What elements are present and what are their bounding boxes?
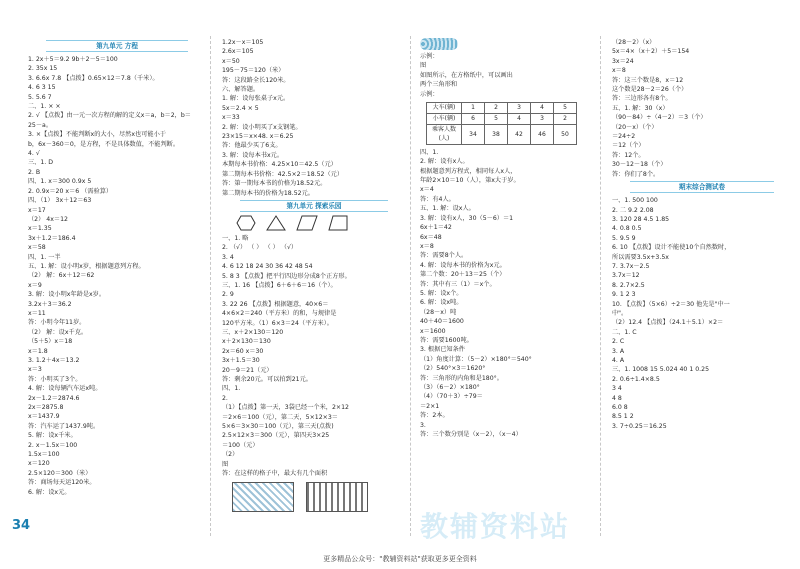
answer-line: b，6x－360＝0，是方程，不是具体数值，不能判断。 [28,140,180,148]
answer-line: 二、1. C [612,328,637,336]
answer-line: 答：在这样的格子中，最大有几个面积 [222,470,328,478]
answer-line: （4）（70＋3）÷79＝ [420,393,483,401]
answer-line: 3. 解：设小明x年龄是x岁。 [28,291,106,299]
answer-line: 3.7x＝12 [612,272,640,280]
answer-lines [612,38,792,179]
answer-line: 7. 3.7x－2.5 [612,262,650,270]
answer-line: 5x＝4×（x＋2）＋5＝154 [612,48,690,56]
answer-line: 2. 解：设小明买了x支钢笔。 [222,123,302,131]
column-divider [210,36,211,536]
answer-line: 1. 2x＋5＝9.2 9b＋2－5＝100 [28,56,118,63]
answer-line: 2. 0.6÷1.4×8.5 [612,375,660,383]
hatched-grid-figure [306,482,368,512]
table-cell: 大车(辆) [427,103,462,114]
answer-line: 年龄2×10＝10（人），第x大于岁。 [420,177,520,185]
answer-line: 2. [222,394,228,402]
answer-line: 3.2x＋3＝36.2 [28,300,72,308]
answer-line: 三、1. 16 【点拨】6＋6＋6＝16（个）。 [222,281,337,289]
answer-line: 3. 1.2＋4x＝13.2 [28,357,80,364]
answer-line: 图 [420,62,427,70]
answer-line: 答：三个数分别是（x－2），（x－4） [420,431,522,439]
answer-line: 5x＝2.4 × 5 [222,104,259,112]
answer-line: 3. 解：设每本书x元。 [222,151,284,159]
answer-line: 3x＋1.5＝30 [222,357,260,365]
table-cell: 4 [508,114,531,125]
answer-column-3 [420,38,596,439]
answer-line: 2.5×12×3＝300（元），第四天3×25 [222,432,330,440]
answer-line: （2）12.4 【点拨】（24.1＋5.1）×2＝ [612,319,724,327]
answer-line: x＝1.8 [28,347,48,355]
answer-lines [222,234,406,479]
answer-line: 三、1. D [28,159,54,167]
column-divider [410,36,411,536]
section-title: 期末综合测试卷 [630,181,774,193]
table-row [427,125,577,145]
parallelogram-shape [296,215,318,231]
answer-line: 5. 8 3 【点拨】把平行四边形分成8个正方形。 [222,272,351,280]
table-cell: 42 [508,125,531,145]
answer-line: 答：这三个数是8，x＝12 [612,76,684,84]
data-table [426,102,577,145]
answer-line: 4. 0.8 0.5 [612,225,642,233]
answer-line: 8. 2.7×2.5 [612,281,645,289]
answer-line: 2. B [28,168,41,176]
answer-line: 1.2x－x＝105 [222,39,264,46]
answer-line: （1）角度计算：（5－2）×180°＝540° [420,355,532,363]
table-cell: 34 [462,125,485,145]
answer-line: 23×15＝x×48. x＝6.25 [222,133,294,141]
answer-line: 3. ×【点拨】不能判断x的大小，尽然x也可能小于 [28,131,166,139]
table-cell: 1 [462,103,485,114]
answer-line: 120平方米。（1）6×3＝24（平方米）。 [222,319,333,327]
answer-line: 答：第一期每本书的价格为18.52元。 [222,180,327,188]
answer-line: 答：剩余20元。可以拍到21元。 [222,376,312,383]
answer-line: （28－2）（x） [612,39,656,46]
answer-line: 六、解答题。 [222,86,260,94]
page-number: 34 [12,518,31,533]
answer-line: 4 8 [612,394,622,402]
answer-line: 2.5×120＝300（米） [28,469,92,477]
answer-line: 3x＋1.2＝186.4 [28,234,76,242]
answer-line: 五、1. 解：设x人。 [420,205,475,213]
answer-line: 3. 120 28 4.5 1.85 [612,215,670,223]
answer-line: 答：他最少买了6支。 [222,142,282,150]
answer-line: 2. √ 【点拨】由一元一次方程的解的定义x＝a，b＝2，b＝ [28,112,191,120]
watermark: 教辅资料站 [420,510,571,543]
answer-line: 2. 二 9.2 2.08 [612,206,654,214]
answer-line: 3. 22 26 【点拨】根据题意，40×6＝ [222,300,329,308]
answer-line: 2. 解：设有x人。 [420,158,469,166]
answer-line: 2. （√） （ ） （ ） （√） [222,244,298,252]
answer-line: x＝33 [222,114,240,122]
answer-line: 3. A [612,347,625,355]
answer-line: 2. 0.9x＝20 x＝6 （需验算） [28,187,113,195]
answer-line: 5. 5.6 7 [28,93,52,101]
answer-line: 6. 解：设x元。 [28,488,71,496]
answer-line: 答：商场每天运120米。 [28,479,96,487]
answer-line: 三、1. 1008 15 5.024 40 1 0.25 [612,366,709,374]
answer-line: （5＋5）x＝18 [28,338,73,346]
table-cell: 小车(辆) [427,114,462,125]
answer-line: x＝11 [28,309,46,317]
answer-line: 5. 解：设x个。 [420,289,463,297]
answer-line: 四、1. x＝300 0.9x 5 [28,178,92,186]
answer-line: （20－x）（个） [612,123,658,131]
answer-line: 答：小明买了3个。 [28,375,82,383]
answer-line: 3x＝24 [612,57,634,65]
answer-line: 9. 1 2 3 [612,291,636,299]
answer-line: 答：三角形的内角和是180°。 [420,374,503,382]
answer-line: 答：小明今年11岁。 [28,319,86,327]
answer-line: 四、1. [420,148,439,156]
shape-row [236,215,406,231]
answer-line: 所以需要3.5x+3.5x [612,253,669,261]
answer-line: （2） [222,451,239,459]
table-cell: 4 [531,103,554,114]
answer-line: 4. A [612,357,625,364]
table-cell: 5 [554,103,577,114]
answer-line: 答：需要8个人。 [420,252,468,260]
answer-line: 中"。 [612,309,628,317]
hexagon-shape [236,215,256,231]
answer-line: 2. 9 [222,291,234,299]
answer-line: 2.6x＝105 [222,48,254,56]
answer-line: 6. 10 【点拨】设计不能使10个自然数时， [612,244,731,252]
hexagon-pattern [420,38,596,50]
answer-line: x＝58 [28,244,46,252]
answer-line: 25－a。 [28,121,53,129]
trapezoid-shape [328,215,348,231]
answer-line: ＝12（个） [612,142,645,150]
table-cell: 2 [485,103,508,114]
answer-line: x＝4 [420,186,434,194]
section-title: 第九单元 探索乐园 [240,200,387,212]
table-row [427,103,577,114]
answer-line: 四、（1） 3x＋12＝63 [28,197,92,205]
answer-line: 3. 解：设有x人，30（5－6）＝1 [420,214,514,222]
answer-line: 五、1. 解：设小明x岁，根据题意列方程。 [28,262,145,270]
answer-line: 根据题意列方程式，相同每人x人， [420,167,517,175]
table-cell: 50 [554,125,577,145]
answer-line: x＝17 [28,206,46,214]
table-cell: 3 [531,114,554,125]
answer-column-4 [612,38,792,431]
answer-line: 答：其中有三（1）＝x个。 [420,280,496,288]
grid-figures [232,482,406,515]
answer-lines [420,148,596,440]
answer-line: 3. 6.6x 7.8 【点拨】0.65×12＝7.8（千米）。 [28,74,159,82]
answer-line: 4. 6 12 18 24 30 36 42 48 54 [222,263,313,271]
answer-line: （28－x）吨 [420,308,457,316]
answer-line: （2） 解：设x千克。 [28,328,88,336]
answer-line: 2x＝2875.8 [28,404,64,412]
answer-line: x＝120 [28,460,50,468]
answer-line: 第二期每本书价格：42.5×2＝18.52（元） [222,170,344,178]
answer-line: x＝1.35 [28,225,52,233]
answer-line: 答：三边形各有8个。 [612,95,672,103]
answer-line: 195－75＝120（米） [222,67,285,75]
answer-line: 2x＝60 x＝30 [222,347,264,355]
answer-line: 2. C [612,338,625,346]
table-cell: 3 [508,103,531,114]
section-title: 第九单元 方程 [46,40,188,52]
answer-line: 三、x＋2×130＝120 [222,328,284,336]
answer-line: ＝2×6＝100（元），第二天，5×12×3＝ [222,413,338,421]
triangle-shape [266,215,286,231]
answer-line: x＝1437.9 [28,413,60,421]
answer-line: 40＋40＝1600 [420,318,464,326]
answer-line: 3. 根据已知条件 [420,346,465,354]
answer-line: 五、1. 解：30（x） [612,104,669,112]
answer-line: 30－12－18（个） [612,161,667,169]
answer-line: 本期每本书价格：4.25×10＝42.5（元） [222,161,337,169]
answer-line: 3. 7÷0.25＝16.25 [612,422,667,430]
answer-line: 20－9＝21（元） [222,366,273,374]
answer-line: ＝2×1 [420,402,440,410]
table-cell: 5 [485,114,508,125]
answer-line: 8.5 1 2 [612,413,634,421]
answer-lines [28,55,206,497]
answer-line: 四、1. 一半 [28,253,61,261]
answer-line: 二、1. × × [28,103,61,111]
answer-line: 答：有4人。 [420,195,455,203]
answer-lines [222,38,406,198]
answer-line: 四、1. [222,385,241,393]
answer-line: 2. x－1.5x＝100 [28,441,78,449]
answer-line: ＝24÷2 [612,133,636,141]
answer-line: ＝100（元） [222,441,259,449]
answer-line: 3 4 [612,385,622,393]
answer-line: （90－84）÷（4－2）＝3（个） [612,114,707,122]
answer-line: 6x＋1＝42 [420,224,452,232]
answer-line: （1）【点拨】第一天，3袋已经一个米，2×12 [222,404,349,412]
answer-line: 10. 【点拨】（5×6）÷2＝30 他先是"中一 [612,300,730,308]
answer-line: x＝9 [28,281,42,289]
answer-line: 3. 4 [222,253,234,261]
table-cell: 2 [554,114,577,125]
answer-lines [612,196,792,431]
answer-lines [420,52,596,99]
answer-line: 示例： [420,90,439,98]
hatched-grid-figure [232,482,294,512]
answer-line: 两个三角形和 [420,81,458,89]
answer-line: 答：2本。 [420,412,449,420]
answer-line: 6. 解：设x吨。 [420,299,463,307]
answer-line: x＝1600 [420,327,446,335]
answer-line: 一、1. 略 [222,234,249,242]
table-row [427,114,577,125]
answer-line: 1.5x＝100 [28,451,60,459]
answer-line: 答：你们了8个。 [612,170,660,178]
answer-line: 答：12个。 [612,151,645,159]
answer-line: 答：这段路全长120米。 [222,76,290,84]
answer-line: （3）（6－2）×180° [420,384,480,391]
answer-line: x＝8 [420,242,434,250]
answer-line: 1. 解：设每张桌子x元。 [222,95,290,103]
table-cell: 6 [462,114,485,125]
answer-column-1 [28,38,206,497]
answer-line: x＋2×130＝130 [222,338,271,346]
answer-line: 图 [222,460,229,468]
table-cell: 乘客人数(人) [427,125,462,145]
answer-line: 5×6＝3×30＝100（元），第三天(点拨) [222,423,334,431]
answer-line: 答：需要1600吨。 [420,336,473,344]
answer-line: 6x＝48 [420,233,442,241]
answer-line: 5. 解：设x千米。 [28,432,77,440]
answer-line: 2x－1.2＝2874.6 [28,394,80,402]
answer-line: 如图所示，在方格纸中，可以画出 [420,71,513,79]
answer-line: x＝3 [28,366,42,374]
answer-line: 3. [420,421,426,429]
answer-line: x＝8 [612,67,626,75]
answer-line: 示例： [420,53,439,60]
answer-line: 2. 35x 15 [28,65,58,73]
answer-line: 这个数是28－2＝26（个） [612,86,688,94]
answer-line: （2） 4x＝12 [28,215,68,223]
answer-line: 4. 解：设每本书的价格为x元。 [420,261,506,269]
answer-column-2 [222,38,406,516]
column-divider [600,36,601,536]
page-footer: 更多精品公众号："教辅资料站"获取更多更全资料 [323,555,477,563]
answer-line: 4×6×2＝240（平方米）的和，与规律是 [222,310,337,318]
table-cell: 46 [531,125,554,145]
answer-line: 4. 解：设每辆汽车运x吨。 [28,385,102,393]
answer-line: 4. √ [28,150,40,158]
table-cell: 38 [485,125,508,145]
answer-line: 第二期每本书的价格为18.52元。 [222,189,314,197]
answer-line: 4. 6 3 15 [28,84,56,92]
answer-line: （2） 解：6x＋12＝62 [28,272,95,280]
answer-line: （2）540°×3＝1620° [420,365,486,373]
answer-line: 第二个数：20＋13＝25（个） [420,271,506,279]
answer-line: 一、1. 500 100 [612,197,658,205]
answer-line: 5. 9.5 9 [612,234,636,242]
answer-line: x＝50 [222,57,240,65]
answer-line: 6.0 8 [612,404,628,412]
answer-line: 答：汽车运了1437.9吨。 [28,422,100,430]
